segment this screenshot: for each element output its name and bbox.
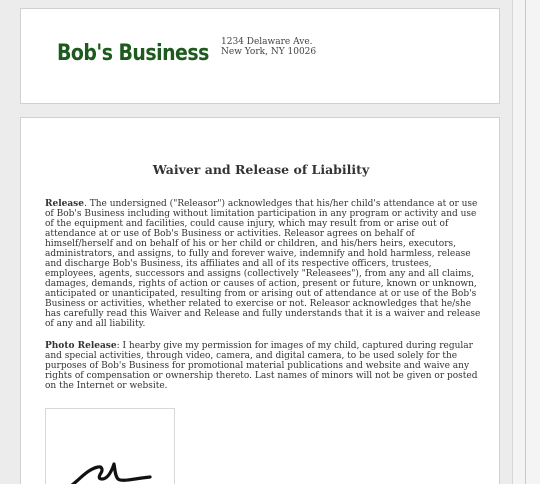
waiver-card bbox=[20, 117, 500, 484]
address-line-1: 1234 Delaware Ave. bbox=[221, 37, 313, 47]
photo-release-paragraph bbox=[45, 341, 483, 391]
scrollbar-track[interactable] bbox=[525, 0, 526, 484]
photo-release-text: : I hearby give my permission for images of my child, captured during regular and special activities, through video, camera, and digital camera, to be used solely for the purposes of Bob's Business for promotional material publications and website and waive any rights of compensation or ownership thereto. Last names of minors will not be given or posted on the Internet or website. bbox=[45, 341, 478, 391]
photo-release-heading: Photo Release bbox=[45, 341, 117, 351]
business-address bbox=[221, 37, 316, 57]
release-text: . The undersigned ("Releasor") acknowledges that his/her child's attendance at or use of Bob's Business including without limitation participation in any program or activity and use of the equipment and facilities, could cause injury, which may result from or arise out of attendance at or use of Bob's Business or activities. Releasor agrees on behalf of himself/herself and on behalf of his or her child or children, and his/hers heirs, executors, administrators, and assigns, to fully and forever waive, indemnify and hold harmless, release and discharge Bob's Business, its affiliates and all of its respective officers, trustees, employees, agents, successors and assigns (collectively "Releasees"), from any and all claims, damages, demands, rights of action or causes of action, present or future, known or unknown, anticipated or unanticipated, resulting from or arising out of attendance at or use of the Bob's Business or activities, whether related to exercise or not. Releasor acknowledges that he/she has carefully read this Waiver and Release and fully understands that it is a waiver and release of any and all liability. bbox=[45, 199, 481, 329]
vertical-scrollbar[interactable] bbox=[512, 0, 540, 484]
release-paragraph bbox=[45, 199, 483, 329]
header-card bbox=[20, 8, 500, 104]
signature-image bbox=[46, 409, 176, 484]
business-logo: Bob's Business bbox=[57, 41, 209, 66]
address-line-2: New York, NY 10026 bbox=[221, 47, 317, 57]
release-heading: Release bbox=[45, 199, 84, 209]
document-title: Waiver and Release of Liability bbox=[152, 162, 370, 177]
signature-box[interactable] bbox=[45, 408, 175, 484]
